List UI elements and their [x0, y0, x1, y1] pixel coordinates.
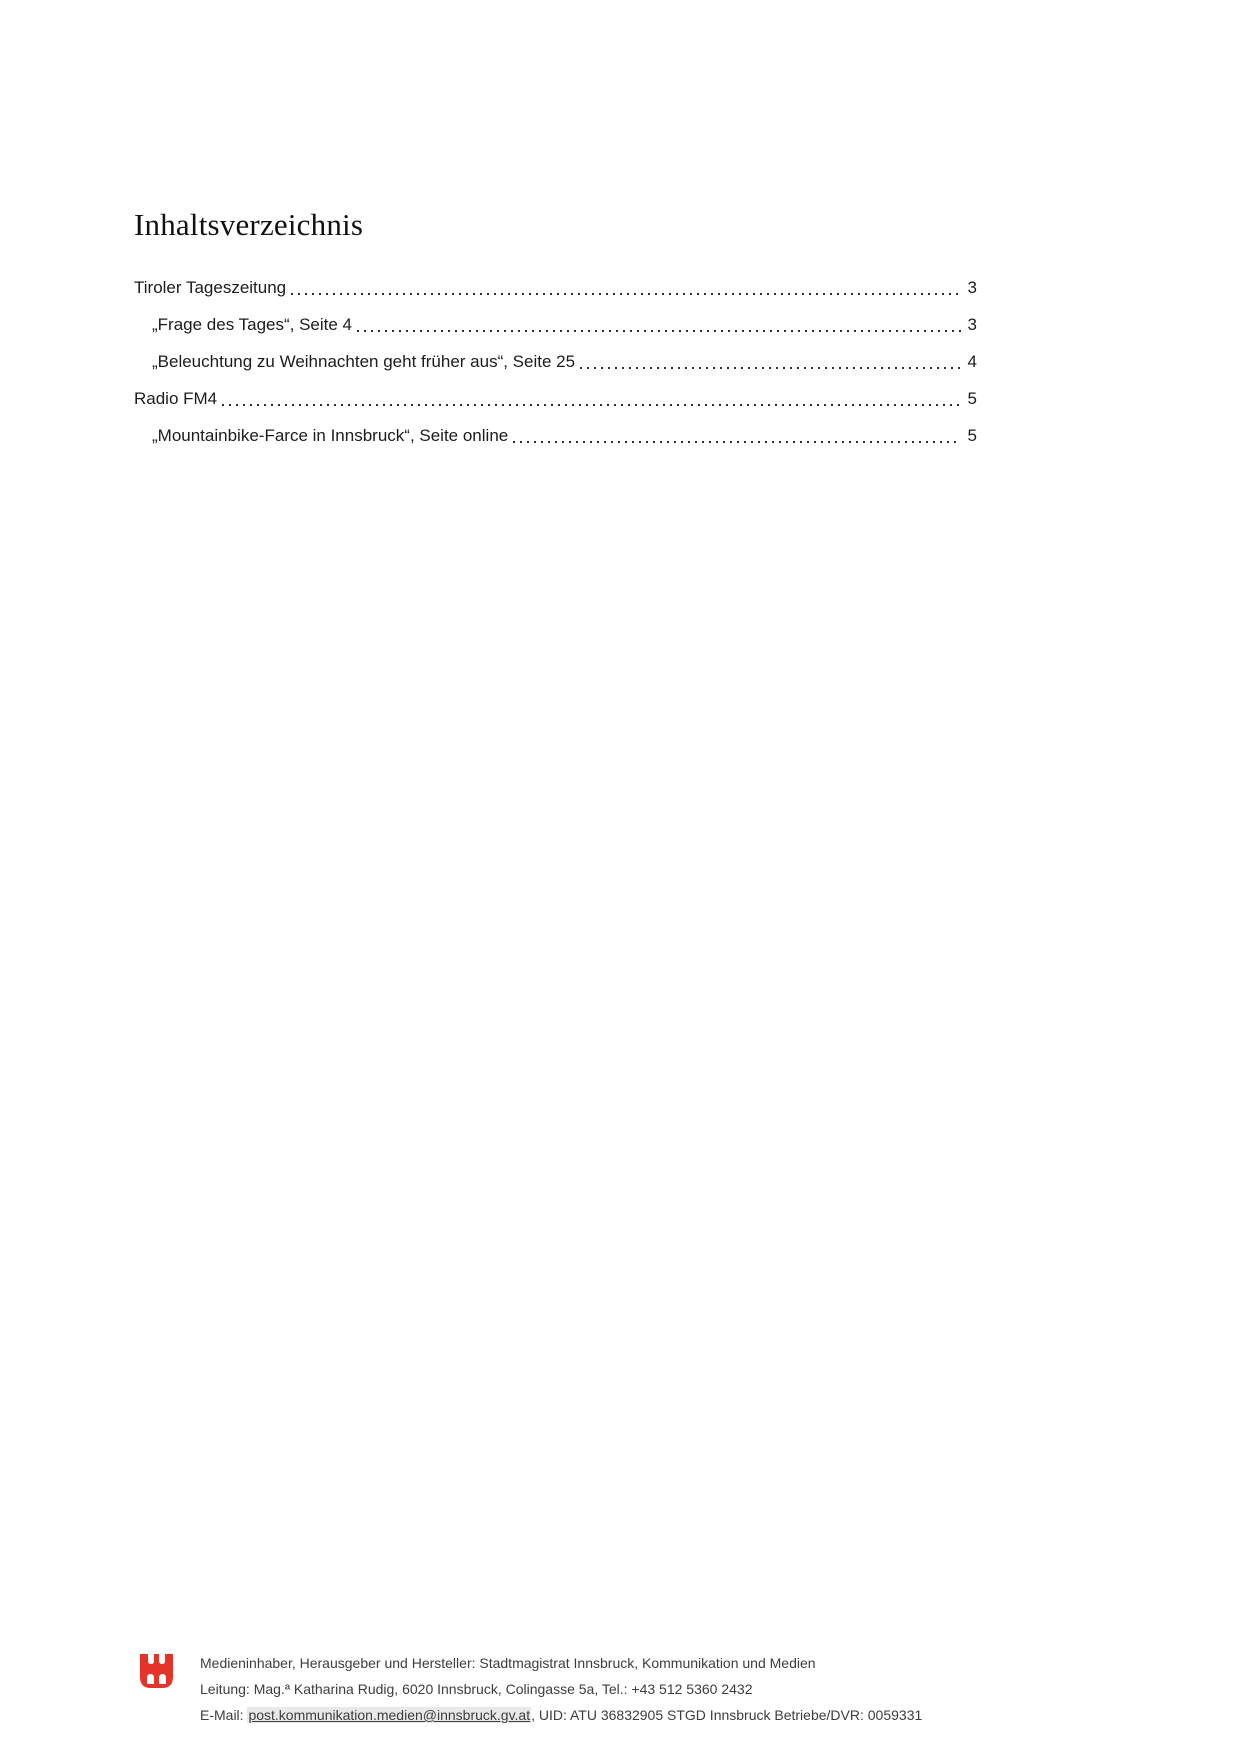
- dot-leader: [357, 330, 961, 332]
- toc-entry-label: „Beleuchtung zu Weihnachten geht früher aus“, Seite 25: [152, 352, 576, 371]
- dot-leader: [580, 367, 960, 369]
- table-of-contents: [134, 277, 977, 462]
- page-footer: [140, 1650, 1100, 1728]
- emblem-shape: [140, 1654, 173, 1688]
- toc-entry-label: „Mountainbike-Farce in Innsbruck“, Seite online: [152, 426, 509, 445]
- toc-page-number: 5: [967, 426, 977, 445]
- toc-entry: [134, 314, 977, 336]
- dot-leader: [291, 293, 960, 295]
- toc-page-number: 4: [967, 352, 977, 371]
- toc-entry: [134, 351, 977, 373]
- email-label: E-Mail:: [200, 1707, 248, 1723]
- toc-entry: [134, 425, 977, 447]
- toc-entry: [134, 388, 977, 410]
- imprint-text: [200, 1650, 1100, 1728]
- toc-page-number: 3: [967, 315, 977, 334]
- dot-leader: [513, 441, 960, 443]
- toc-page-number: 5: [967, 389, 977, 408]
- page-title: Inhaltsverzeichnis: [134, 207, 364, 242]
- innsbruck-city-emblem-icon: [140, 1654, 173, 1688]
- imprint-management-line: Leitung: Mag.ª Katharina Rudig, 6020 Innsbruck, Colingasse 5a, Tel.: +43 512 5360 2432: [200, 1681, 753, 1697]
- toc-entry-label: Radio FM4: [134, 389, 218, 408]
- toc-page-number: 3: [967, 278, 977, 297]
- imprint-publisher-line: Medieninhaber, Herausgeber und Hersteller: Stadtmagistrat Innsbruck, Kommunikation und Medien: [200, 1655, 816, 1671]
- imprint-contact-line: [200, 1702, 1100, 1728]
- dot-leader: [222, 404, 960, 406]
- imprint-uid-text: , UID: ATU 36832905 STGD Innsbruck Betriebe/DVR: 0059331: [531, 1707, 923, 1723]
- email-link[interactable]: post.kommunikation.medien@innsbruck.gv.at: [248, 1707, 531, 1723]
- toc-entry: [134, 277, 977, 299]
- toc-entry-label: „Frage des Tages“, Seite 4: [152, 315, 353, 334]
- toc-entry-label: Tiroler Tageszeitung: [134, 278, 287, 297]
